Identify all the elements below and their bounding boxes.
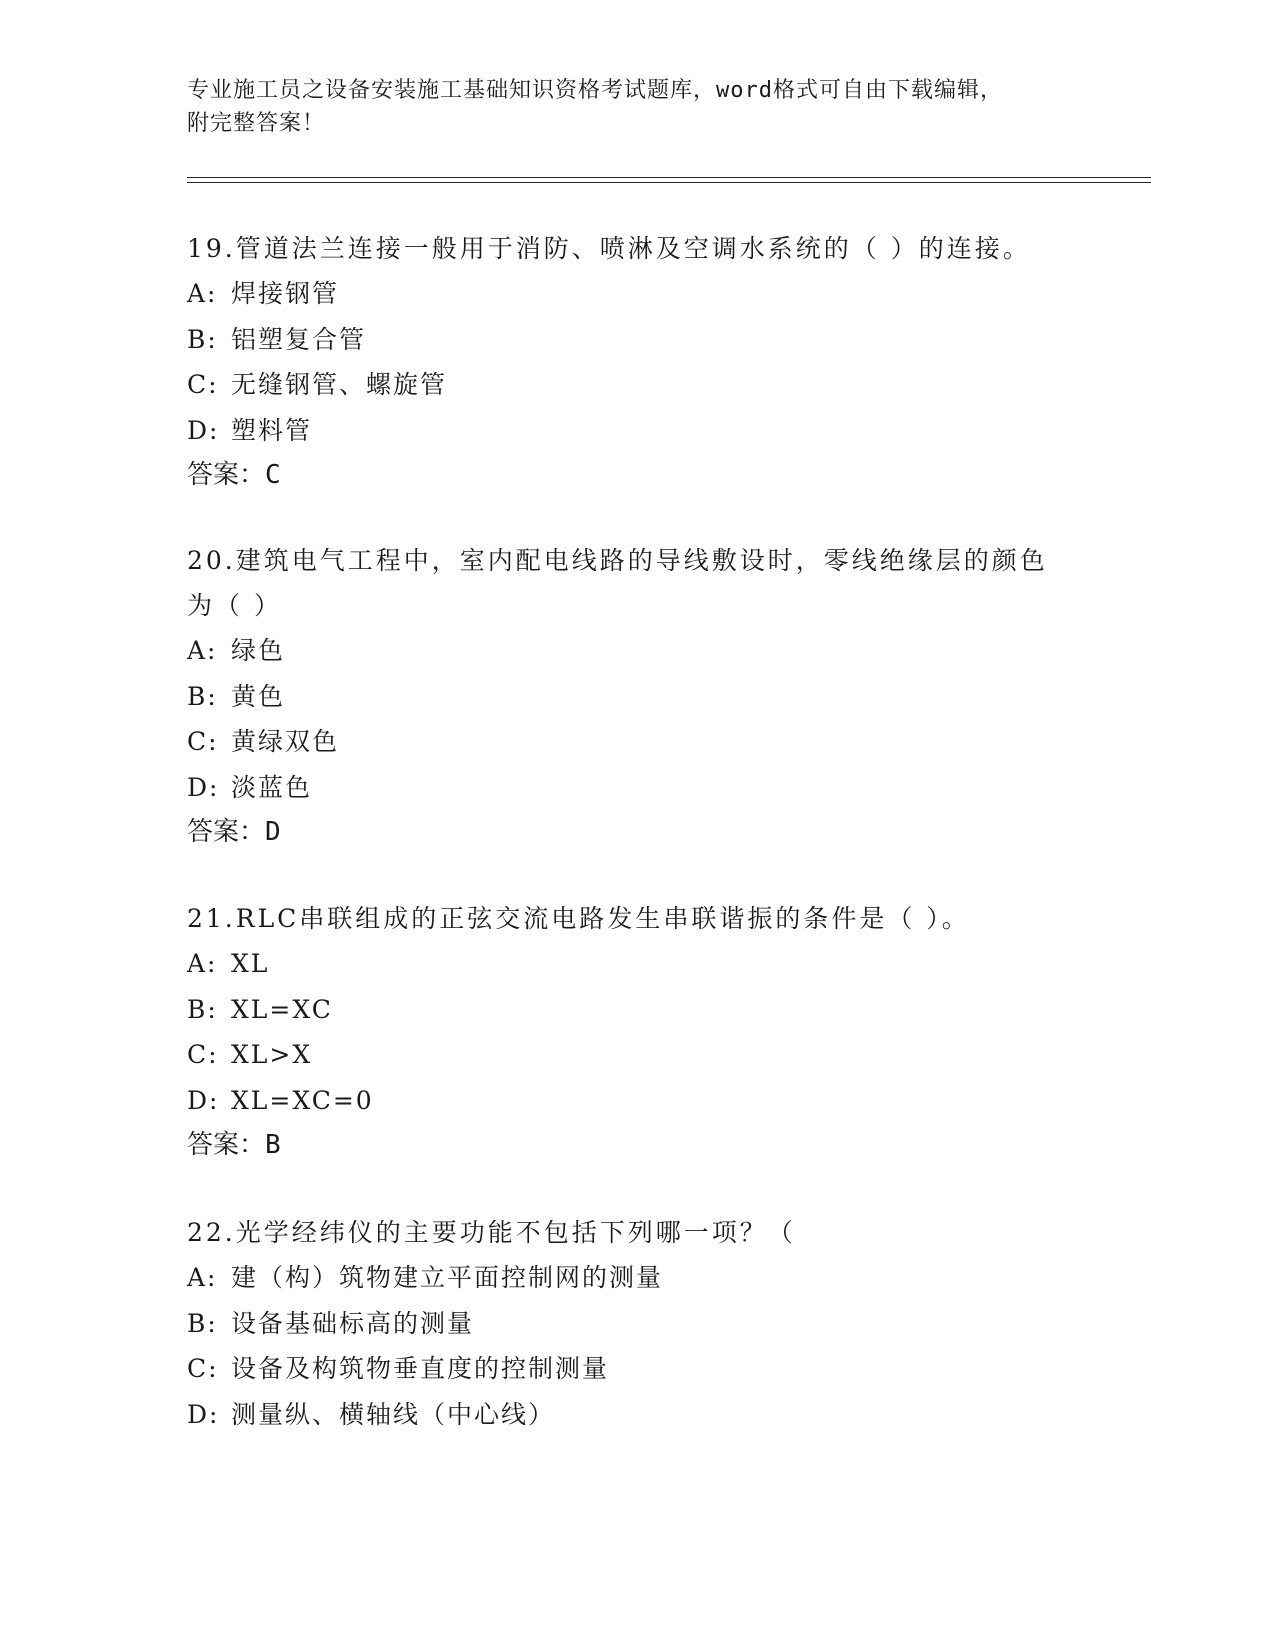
option-key: D: xyxy=(187,1399,220,1429)
question-22 xyxy=(187,1210,1087,1437)
question-20 xyxy=(187,538,1067,855)
option-a xyxy=(187,628,1067,674)
option-key: A: xyxy=(187,279,218,308)
option-text: 设备基础标高的测量 xyxy=(231,1308,475,1338)
option-text: XL xyxy=(231,949,270,978)
option-key: C: xyxy=(187,727,219,756)
option-key: D: xyxy=(187,1085,220,1115)
option-text: 绿色 xyxy=(231,636,286,665)
option-key: C: xyxy=(187,1040,219,1069)
option-c xyxy=(187,1346,1087,1392)
option-key: D: xyxy=(187,772,220,802)
option-key: A: xyxy=(187,636,218,665)
question-19 xyxy=(187,226,1087,498)
option-text: 焊接钢管 xyxy=(231,279,340,308)
option-key: A: xyxy=(187,949,218,978)
question-stem: 19.管道法兰连接一般用于消防、喷淋及空调水系统的（ ）的连接。 xyxy=(187,234,1031,263)
option-a xyxy=(187,271,1087,317)
option-key: C: xyxy=(187,370,219,399)
option-a xyxy=(187,1255,1087,1301)
option-text: 建（构）筑物建立平面控制网的测量 xyxy=(231,1263,664,1292)
option-d xyxy=(187,765,1067,811)
header-divider-top xyxy=(187,177,1151,178)
option-d xyxy=(187,1078,1087,1124)
option-b xyxy=(187,987,1087,1033)
option-text: 淡蓝色 xyxy=(231,772,313,802)
option-text: 黄绿双色 xyxy=(231,727,340,756)
answer-line: 答案：D xyxy=(187,817,281,847)
option-d xyxy=(187,408,1087,454)
option-text: 塑料管 xyxy=(231,415,313,445)
option-c xyxy=(187,1032,1087,1078)
option-c xyxy=(187,719,1067,765)
answer-line: 答案：B xyxy=(187,1130,281,1160)
question-stem: 20.建筑电气工程中，室内配电线路的导线敷设时，零线绝缘层的颜色为（ ） xyxy=(187,546,1048,620)
option-key: D: xyxy=(187,415,220,445)
option-key: B: xyxy=(187,1308,218,1338)
option-text: 黄色 xyxy=(231,681,286,711)
option-c xyxy=(187,362,1087,408)
option-text: XL=XC=0 xyxy=(231,1085,374,1115)
option-a xyxy=(187,941,1087,987)
option-key: B: xyxy=(187,681,218,711)
option-b xyxy=(187,674,1067,720)
option-text: 设备及构筑物垂直度的控制测量 xyxy=(231,1354,610,1383)
option-text: XL=XC xyxy=(231,994,333,1024)
option-text: 铝塑复合管 xyxy=(231,324,367,354)
option-b xyxy=(187,317,1087,363)
option-b xyxy=(187,1301,1087,1347)
answer-line: 答案：C xyxy=(187,460,281,490)
option-text: 测量纵、横轴线（中心线） xyxy=(231,1399,556,1429)
option-key: B: xyxy=(187,994,218,1024)
option-text: XL>X xyxy=(231,1040,313,1069)
option-key: C: xyxy=(187,1354,219,1383)
option-text: 无缝钢管、螺旋管 xyxy=(231,370,448,399)
header-divider-bottom xyxy=(187,182,1151,183)
question-stem: 22.光学经纬仪的主要功能不包括下列哪一项？（ xyxy=(187,1218,796,1247)
option-key: A: xyxy=(187,1263,218,1292)
question-stem: 21.RLC串联组成的正弦交流电路发生串联谐振的条件是（ ）。 xyxy=(187,904,970,933)
option-d xyxy=(187,1392,1087,1438)
header-line-1: 专业施工员之设备安装施工基础知识资格考试题库，word格式可自由下载编辑， xyxy=(187,78,1003,103)
header-line-2: 附完整答案！ xyxy=(187,111,326,136)
option-key: B: xyxy=(187,324,218,354)
document-header xyxy=(187,74,1087,140)
question-21 xyxy=(187,896,1087,1168)
